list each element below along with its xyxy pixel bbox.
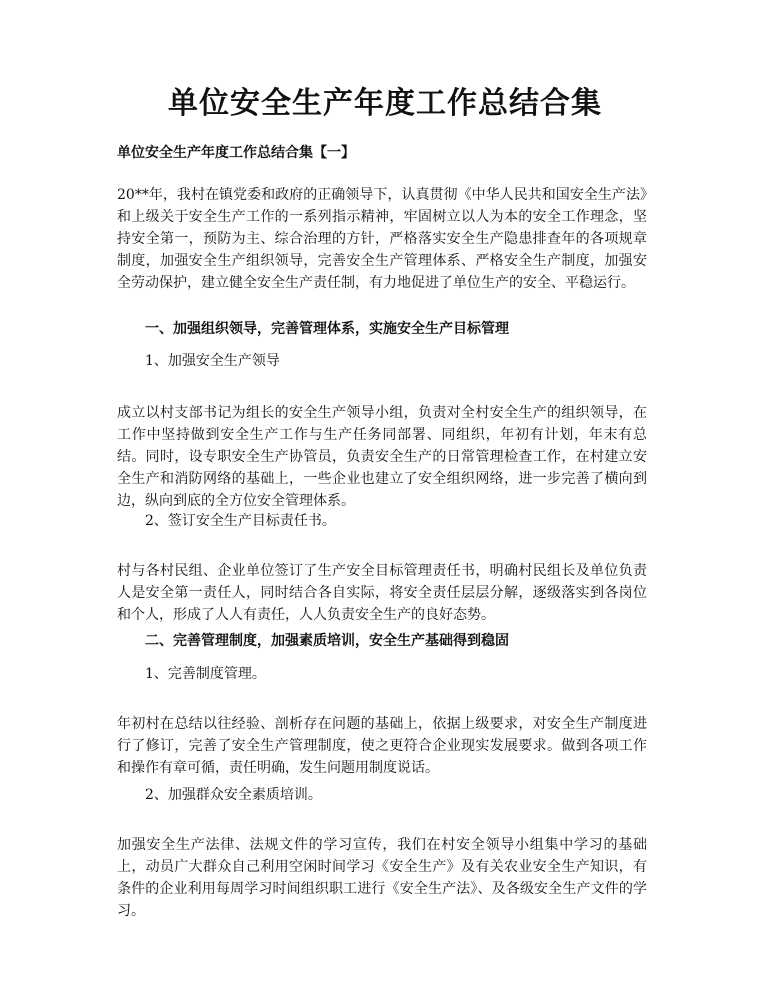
section-1-item-1-title: 1、加强安全生产领导 xyxy=(145,353,280,369)
document-title: 单位安全生产年度工作总结合集 xyxy=(168,86,602,121)
document-subtitle: 单位安全生产年度工作总结合集【一】 xyxy=(117,145,355,161)
section-2-item-2-body: 加强安全生产法律、法规文件的学习宣传，我们在村安全领导小组集中学习的基础上，动员广大群众自己利用空闲时间学习《安全生产》及有关农业安全生产知识，有条件的企业利用每周学习时间组织职工进行《安全生产法》、及各级安全生产文件的学习。 xyxy=(117,837,647,919)
section-2-item-2-title: 2、加强群众安全素质培训。 xyxy=(145,787,322,803)
section-2-item-1-body: 年初村在总结以往经验、剖析存在问题的基础上，依据上级要求，对安全生产制度进行了修订，完善了安全生产管理制度，使之更符合企业现实发展要求。做到各项工作和操作有章可循，责任明确，发生问题用制度说话。 xyxy=(117,716,647,776)
section-1-item-2-body: 村与各村民组、企业单位签订了生产安全目标管理责任书，明确村民组长及单位负责人是安全第一责任人，同时结合各自实际，将安全责任层层分解，逐级落实到各岗位和个人，形成了人人有责任，人人负责安全生产的良好态势。 xyxy=(117,563,647,623)
section-1-item-2-title: 2、签订安全生产目标责任书。 xyxy=(145,513,336,529)
intro-paragraph: 20**年，我村在镇党委和政府的正确领导下，认真贯彻《中华人民共和国安全生产法》和上级关于安全生产工作的一系列指示精神，牢固树立以人为本的安全工作理念，坚持安全第一，预防为主、综合治理的方针，严格落实安全生产隐患排查年的各项规章制度，加强安全生产组织领导，完善安全生产管理体系、严格安全生产制度，加强安全劳动保护，建立健全安全生产责任制，有力地促进了单位生产的安全、平稳运行。 xyxy=(117,187,647,291)
section-2-item-1-title: 1、完善制度管理。 xyxy=(145,666,266,682)
section-1-heading: 一、加强组织领导，完善管理体系，实施安全生产目标管理 xyxy=(145,321,509,337)
section-1-item-1-body: 成立以村支部书记为组长的安全生产领导小组，负责对全村安全生产的组织领导，在工作中坚持做到安全生产工作与生产任务同部署、同组织，年初有计划，年末有总结。同时，设专职安全生产协管员，负责安全生产的日常管理检查工作，在村建立安全生产和消防网络的基础上，一些企业也建立了安全组织网络，进一步完善了横向到边，纵向到底的全方位安全管理体系。 xyxy=(117,405,647,509)
section-2-heading: 二、完善管理制度，加强素质培训，安全生产基础得到稳固 xyxy=(145,633,509,649)
